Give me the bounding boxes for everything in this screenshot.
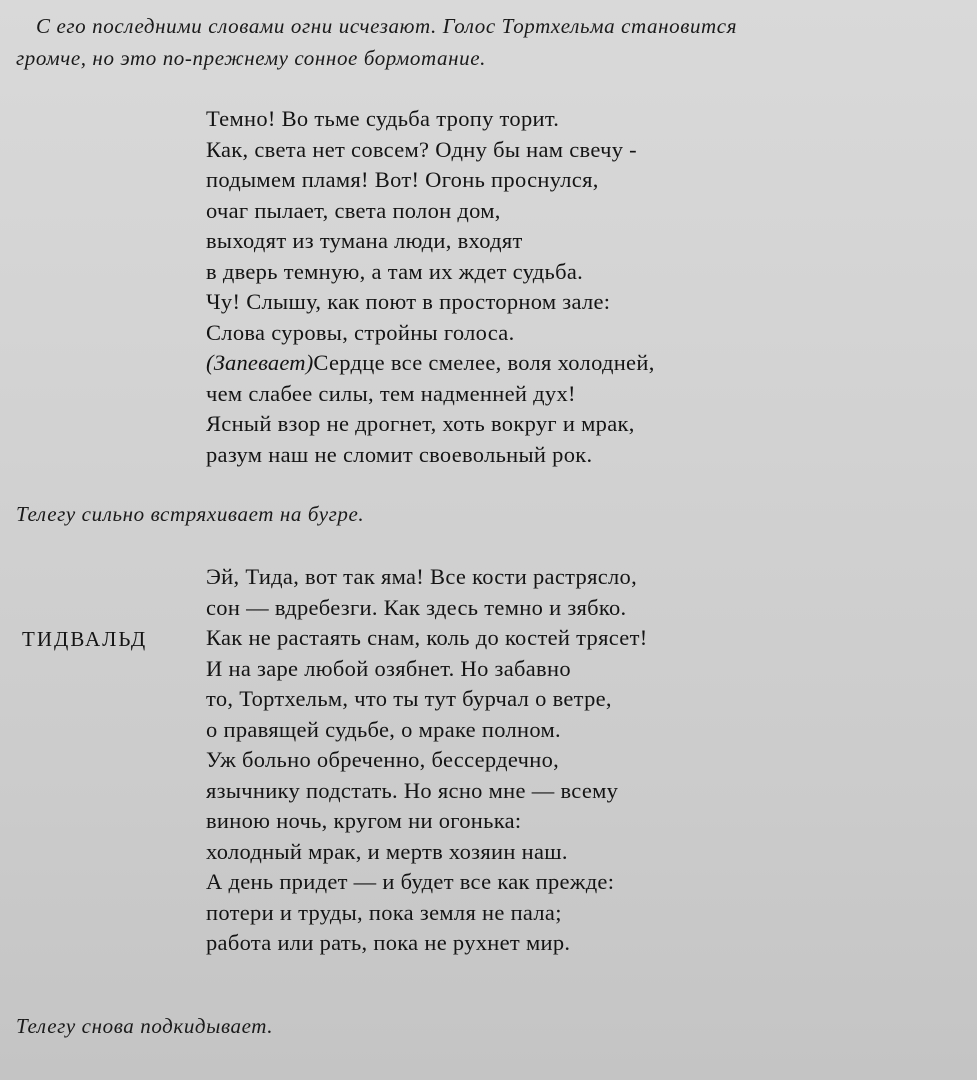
sung-line: Ясный взор не дрогнет, хоть вокруг и мрак, xyxy=(206,411,635,436)
sung-line: разум наш не сломит своевольный рок. xyxy=(206,441,593,467)
verse-line: Как, света нет совсем? Одну бы нам свечу - xyxy=(206,136,637,162)
verse-tidwald xyxy=(206,562,648,959)
verse-line: Темно! Во тьме судьба тропу торит. xyxy=(206,106,560,131)
verse-line: о правящей судьбе, о мраке полном. xyxy=(206,716,561,742)
sung-line: чем слабее силы, тем надменней дух! xyxy=(206,380,576,406)
verse-line: язычнику подстать. Но ясно мне — всему xyxy=(206,777,619,803)
verse-line: Эй, Тида, вот так яма! Все кости растрясло, xyxy=(206,564,638,589)
verse-line: подымем пламя! Вот! Огонь проснулся, xyxy=(206,167,599,192)
verse-line-sung-start xyxy=(206,348,655,379)
verse-line: сон — вдребезги. Как здесь темно и зябко. xyxy=(206,594,627,620)
verse-line: И на заре любой озябнет. Но забавно xyxy=(206,655,571,681)
stage-direction-bump-2: Телегу снова подкидывает. xyxy=(16,1014,274,1038)
verse-line: холодный мрак, и мертв хозяин наш. xyxy=(206,838,568,864)
verse-line: Уж больно обреченно, бессердечно, xyxy=(206,747,560,772)
verse-line: Как не растаять снам, коль до костей трясет! xyxy=(206,625,648,650)
verse-line: очаг пылает, света полон дом, xyxy=(206,197,501,223)
verse-line: А день придет — и будет все как прежде: xyxy=(206,869,615,894)
verse-line: выходят из тумана люди, входят xyxy=(206,228,523,253)
sung-direction: (Запевает) xyxy=(206,350,314,375)
verse-tortchelm xyxy=(206,104,655,470)
verse-line: Чу! Слышу, как поют в просторном зале: xyxy=(206,289,611,314)
sung-line: Сердце все смелее, воля холодней, xyxy=(313,350,655,375)
stage-direction-bump-1: Телегу сильно встряхивает на бугре. xyxy=(16,502,365,526)
verse-line: работа или рать, пока не рухнет мир. xyxy=(206,930,571,955)
verse-line: в дверь темную, а там их ждет судьба. xyxy=(206,258,584,284)
verse-line: виною ночь, кругом ни огонька: xyxy=(206,808,522,833)
stage-direction-opening-line-2: громче, но это по-прежнему сонное бормотание. xyxy=(16,46,486,70)
speaker-name: ТИДВАЛЬД xyxy=(22,627,148,651)
verse-line: потери и труды, пока земля не пала; xyxy=(206,899,562,925)
verse-line: то, Тортхельм, что ты тут бурчал о ветре, xyxy=(206,686,612,711)
stage-direction-opening-line-1: С его последними словами огни исчезают. Голос Тортхельма становится xyxy=(36,14,738,38)
verse-line: Слова суровы, стройны голоса. xyxy=(206,319,515,345)
